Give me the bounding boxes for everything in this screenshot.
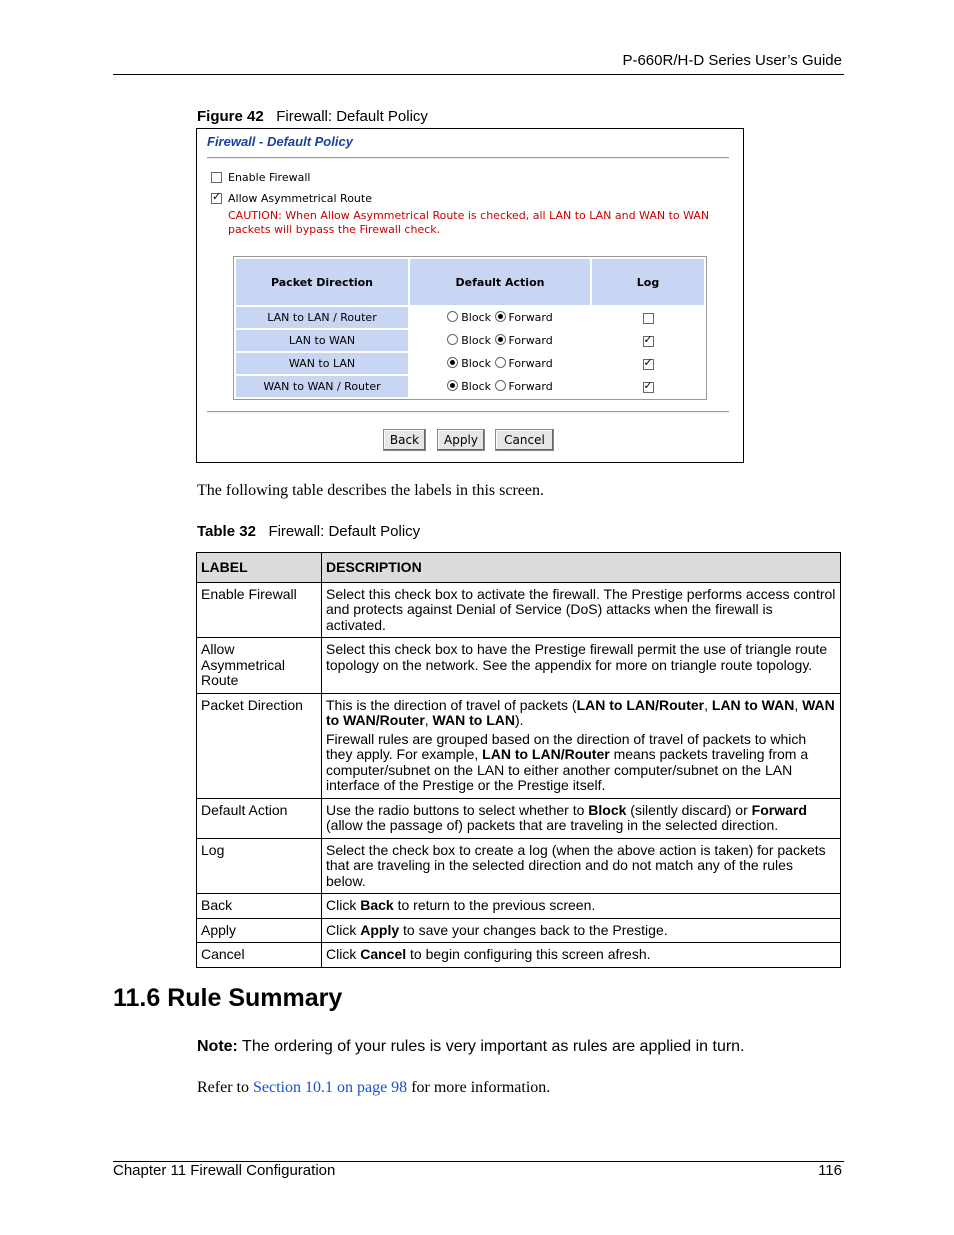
bold-term: Back xyxy=(360,897,394,913)
col-default-action: Default Action xyxy=(410,259,590,305)
page-number: 116 xyxy=(818,1162,842,1179)
block-label: Block xyxy=(461,380,491,393)
row-label: Log xyxy=(197,838,322,894)
enable-firewall-row xyxy=(211,171,310,184)
table-row xyxy=(236,330,704,351)
table-row xyxy=(197,582,841,638)
footer-chapter: Chapter 11 Firewall Configuration xyxy=(113,1162,336,1179)
row-description: Select this check box to have the Prestige firewall permit the use of triangle route topology on the network. See the appendix for more on triangle route topology. xyxy=(322,638,841,694)
col-log: Log xyxy=(592,259,704,305)
text-span: to save your changes back to the Prestige. xyxy=(399,921,668,938)
col-packet-direction: Packet Direction xyxy=(236,259,408,305)
direction-label: LAN to LAN / Router xyxy=(236,307,408,328)
block-label: Block xyxy=(461,311,491,324)
policy-table xyxy=(233,256,707,400)
description-table xyxy=(196,552,841,968)
row-description xyxy=(322,693,841,798)
text-span: Use the radio buttons to select whether to xyxy=(326,801,589,818)
log-cell xyxy=(592,330,704,351)
row-label: Apply xyxy=(197,918,322,943)
table-row xyxy=(197,838,841,894)
intro-paragraph: The following table describes the labels in this screen. xyxy=(197,482,545,499)
enable-firewall-checkbox[interactable] xyxy=(211,172,222,183)
note-label: Note: xyxy=(197,1038,238,1055)
forward-label: Forward xyxy=(508,357,553,370)
forward-label: Forward xyxy=(508,311,553,324)
section-heading: 11.6 Rule Summary xyxy=(113,984,343,1012)
text-span: Firewall rules are grouped based on the direction of travel of packets to which they apply. For example, xyxy=(326,730,807,762)
table-title: Firewall: Default Policy xyxy=(268,523,421,540)
forward-label: Forward xyxy=(508,334,553,347)
back-button[interactable]: Back xyxy=(383,429,426,451)
log-cell xyxy=(592,307,704,328)
text-span: to begin configuring this screen afresh. xyxy=(406,946,651,962)
log-checkbox[interactable] xyxy=(643,382,654,393)
allow-asym-row xyxy=(211,192,372,205)
running-header: P-660R/H-D Series User’s Guide xyxy=(622,52,842,69)
row-description xyxy=(322,798,841,838)
row-label: Back xyxy=(197,894,322,919)
log-checkbox[interactable] xyxy=(643,359,654,370)
bold-term: Cancel xyxy=(360,946,407,962)
note-text: The ordering of your rules is very important as rules are applied in turn. xyxy=(237,1038,745,1055)
col-description-header: DESCRIPTION xyxy=(322,553,841,583)
forward-label: Forward xyxy=(508,380,553,393)
direction-label: LAN to WAN xyxy=(236,330,408,351)
block-radio[interactable] xyxy=(447,334,458,345)
block-label: Block xyxy=(461,357,491,370)
table-row xyxy=(236,307,704,328)
cancel-button[interactable]: Cancel xyxy=(495,429,554,451)
table-caption xyxy=(197,523,420,540)
bold-term: Forward xyxy=(751,801,807,818)
block-label: Block xyxy=(461,334,491,347)
table-row xyxy=(236,353,704,374)
forward-radio[interactable] xyxy=(495,380,506,391)
text-span: Click xyxy=(326,946,361,962)
section-link[interactable]: Section 10.1 on page 98 xyxy=(252,1079,408,1096)
table-row xyxy=(197,693,841,798)
text-span: Click xyxy=(326,897,361,913)
row-description: Select the check box to create a log (when the above action is taken) for packets that are traveling in the selected direction and do not match any of the rules below. xyxy=(322,838,841,894)
allow-asym-checkbox[interactable] xyxy=(211,193,222,204)
bold-term: LAN to WAN xyxy=(711,696,795,713)
text-span: means packets traveling from a computer/subnet on the LAN to either another computer/subnet on the LAN interface of the Prestige or the Prestige itself. xyxy=(326,746,809,793)
table-row xyxy=(197,918,841,943)
text-span: , xyxy=(794,696,803,713)
action-cell xyxy=(410,330,590,351)
direction-label: WAN to LAN xyxy=(236,353,408,374)
row-label: Allow Asymmetrical Route xyxy=(197,638,322,694)
table-row xyxy=(197,943,841,968)
row-description xyxy=(322,918,841,943)
text-span: ). xyxy=(514,712,524,728)
row-description: Select this check box to activate the firewall. The Prestige performs access control and protects against Denial of Service (DoS) attacks when the firewall is activated. xyxy=(322,582,841,638)
table-row xyxy=(197,798,841,838)
firewall-screenshot xyxy=(196,128,744,463)
figure-title: Firewall: Default Policy xyxy=(276,108,428,125)
row-label: Packet Direction xyxy=(197,693,322,798)
figure-caption xyxy=(197,108,428,125)
forward-radio[interactable] xyxy=(495,357,506,368)
text-span: This is the direction of travel of packets ( xyxy=(326,696,577,713)
text-span: for more information. xyxy=(407,1079,551,1096)
bold-term: WAN to WAN/Router xyxy=(326,696,835,728)
col-label-header: LABEL xyxy=(197,553,322,583)
log-checkbox[interactable] xyxy=(643,336,654,347)
apply-button[interactable]: Apply xyxy=(437,429,485,451)
row-label: Default Action xyxy=(197,798,322,838)
enable-firewall-label: Enable Firewall xyxy=(228,171,311,184)
block-radio[interactable] xyxy=(447,357,458,368)
action-cell xyxy=(410,307,590,328)
forward-radio[interactable] xyxy=(495,334,506,345)
bold-term: LAN to LAN/Router xyxy=(576,696,705,713)
log-cell xyxy=(592,376,704,397)
allow-asym-label: Allow Asymmetrical Route xyxy=(228,192,372,205)
block-radio[interactable] xyxy=(447,380,458,391)
log-checkbox[interactable] xyxy=(643,313,654,324)
row-description xyxy=(322,943,841,968)
screen-bottom-rule xyxy=(207,411,729,413)
header-rule xyxy=(113,74,844,75)
bold-term: Apply xyxy=(360,921,400,938)
block-radio[interactable] xyxy=(447,311,458,322)
action-cell xyxy=(410,376,590,397)
text-span: (allow the passage of) packets that are traveling in the selected direction. xyxy=(326,817,779,833)
figure-label: Figure 42 xyxy=(197,108,264,125)
text-span: Refer to xyxy=(197,1079,253,1096)
forward-radio[interactable] xyxy=(495,311,506,322)
caution-text: CAUTION: When Allow Asymmetrical Route is checked, all LAN to LAN and WAN to WAN packets will bypass the Firewall check. xyxy=(228,209,710,236)
direction-label: WAN to WAN / Router xyxy=(236,376,408,397)
screen-title: Firewall - Default Policy xyxy=(207,134,353,149)
log-cell xyxy=(592,353,704,374)
text-span: (silently discard) or xyxy=(626,801,752,818)
table-label: Table 32 xyxy=(197,523,256,540)
note-paragraph xyxy=(197,1038,745,1056)
table-row xyxy=(197,638,841,694)
table-row xyxy=(236,376,704,397)
row-label: Cancel xyxy=(197,943,322,968)
table-row xyxy=(197,894,841,919)
bold-term: WAN to LAN xyxy=(432,712,515,728)
bold-term: Block xyxy=(588,801,627,818)
text-span: , xyxy=(424,712,433,728)
bold-term: LAN to LAN/Router xyxy=(482,746,610,762)
row-description xyxy=(322,894,841,919)
text-span: , xyxy=(704,696,712,713)
row-label: Enable Firewall xyxy=(197,582,322,638)
action-cell xyxy=(410,353,590,374)
text-span: Click xyxy=(326,921,361,938)
refer-paragraph xyxy=(197,1079,550,1097)
screen-top-rule xyxy=(207,157,729,159)
text-span: to return to the previous screen. xyxy=(393,897,596,913)
